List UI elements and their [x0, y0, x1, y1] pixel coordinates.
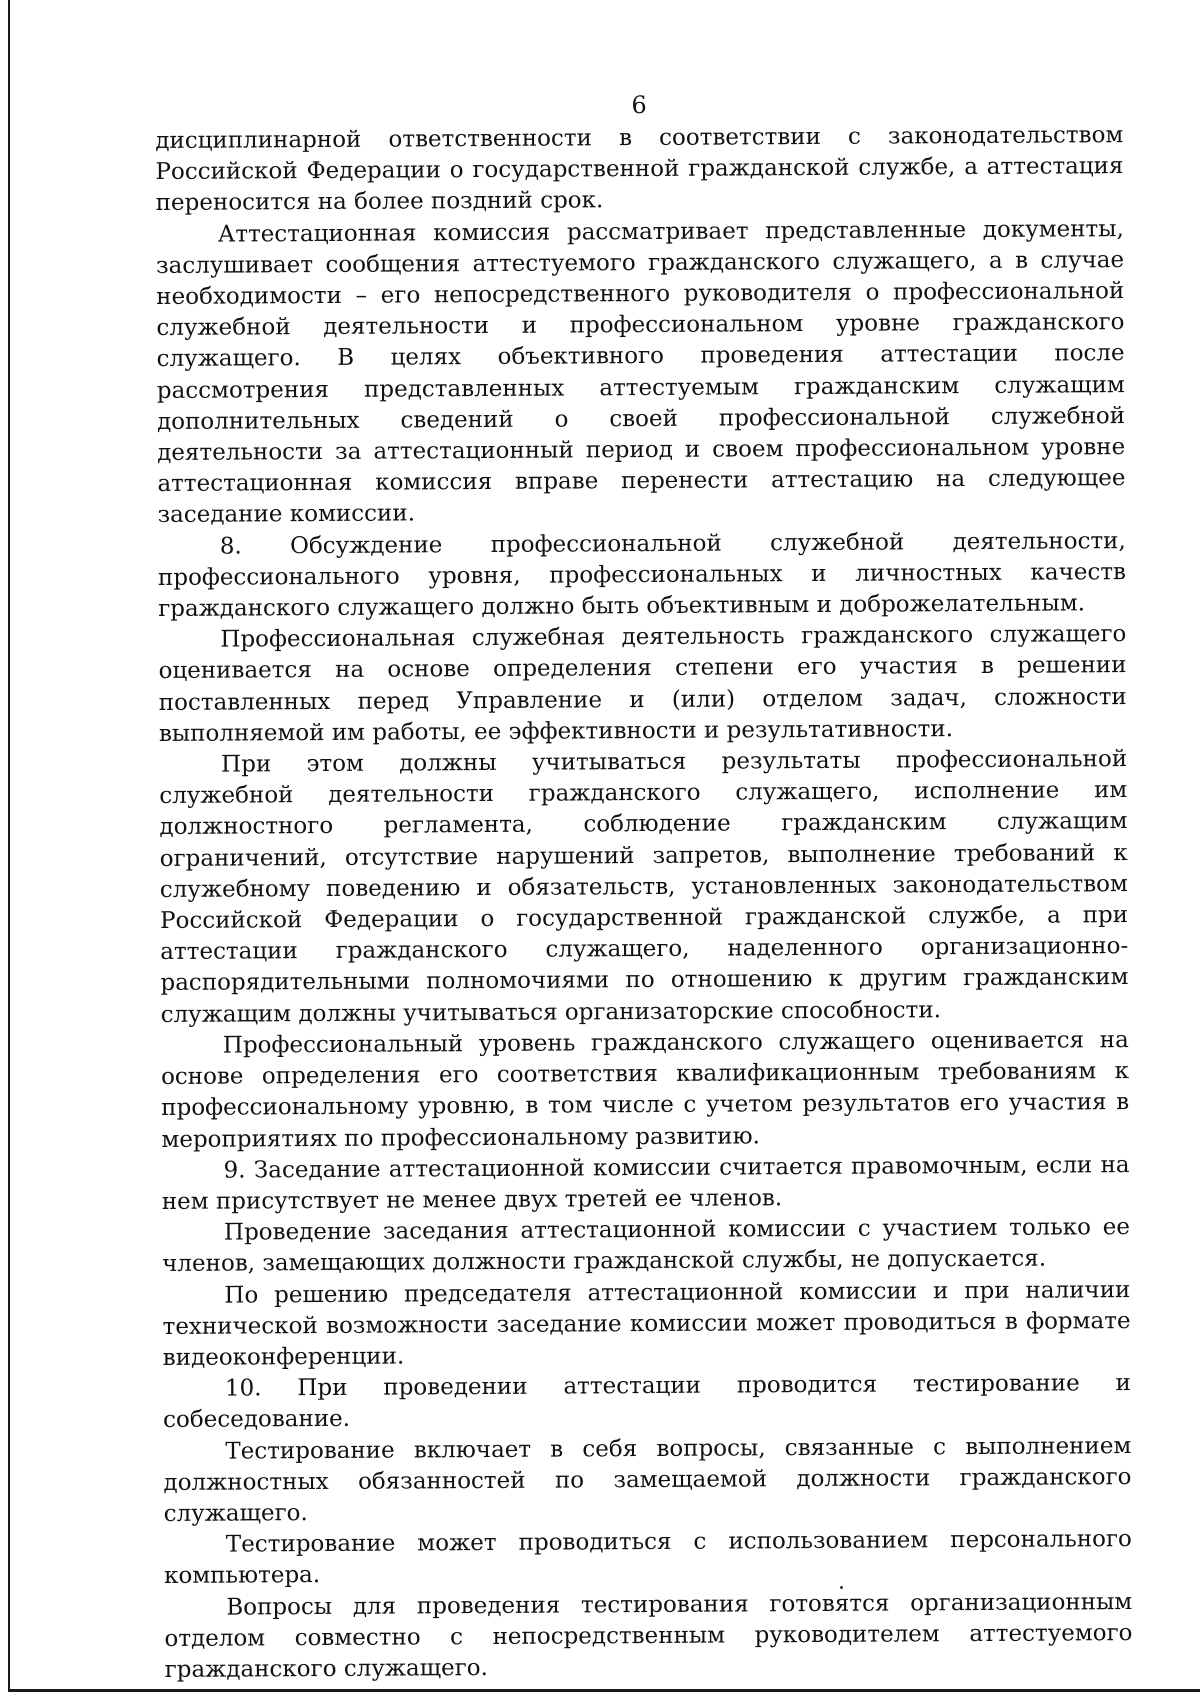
paragraph-activity-evaluation: Профессиональная служебная деятельность гражданского служащего оценивается на основе определения степени его участия в решении поставленных перед Управление и (или) отделом задач, сложности выполняемой им работы, ее эффективности и результативности.	[158, 621, 1127, 747]
paragraph-level-evaluation: Профессиональный уровень гражданского служащего оценивается на основе определения его соответствия квалификационным требованиям к профессиональному уровню, в том числе с учетом результатов его участия в мероприятиях по профессиональному развитию.	[160, 1026, 1130, 1153]
page-number: 6	[631, 90, 647, 120]
paragraph-item-8: 8. Обсуждение профессиональной служебной деятельности, профессионального уровня, профессиональных и личностных качеств гражданского служащего должно быть объективным и доброжелательным.	[157, 527, 1127, 623]
paragraph-video-conference: По решению председателя аттестационной комиссии и при наличии технической возможности заседание комиссии может проводиться в формате видеоконференции.	[162, 1276, 1131, 1371]
scan-speck	[840, 1586, 843, 1589]
paragraph-commission-review: Аттестационная комиссия рассматривает представленные документы, заслушивает сообщения аттестуемого гражданского служащего, а в случае необходимости – его непосредственного руководителя о профессиональной служебной деятельности и профессиональном уровне гражданского служащего. В целях объективного проведения аттестации после рассмотрения представленных аттестуемым гражданским служащим дополнительных сведений о своей профессиональной служебной деятельности за аттестационный период и своем профессиональном уровне аттестационная комиссия вправе перенести аттестацию на следующее заседание комиссии.	[155, 215, 1126, 529]
paragraph-members-only: Проведение заседания аттестационной комиссии с участием только ее членов, замещающих должности гражданской службы, не допускается.	[162, 1214, 1131, 1278]
paragraph-continuation: дисциплинарной ответственности в соответствии с законодательством Российской Федерации о государственной гражданской службе, а аттестация переносится на более поздний срок.	[155, 122, 1124, 217]
scan-edge-left	[8, 0, 10, 1692]
document-page	[155, 84, 1133, 1686]
paragraph-testing-questions: Вопросы для проведения тестирования готовятся организационным отделом совместно с непосредственным руководителем аттестуемого гражданского служащего.	[164, 1588, 1133, 1683]
paragraph-item-10: 10. При проведении аттестации проводится тестирование и собеседование.	[163, 1370, 1131, 1434]
paragraph-results-considered: При этом должны учитываться результаты профессиональной служебной деятельности гражданского служащего, исполнение им должностного регламента, соблюдение гражданским служащим ограничений, отсутствие нарушений запретов, выполнение требований к служебному поведению и обязательств, установленных законодательством Российской Федерации о государственной гражданской службе, а при аттестации гражданского служащего, наделенного организационно-распорядительными полномочиями по отношению к другим гражданским служащим должны учитываться организаторские способности.	[159, 746, 1129, 1028]
paragraph-testing-computer: Тестирование может проводиться с использованием персонального компьютера.	[164, 1526, 1132, 1590]
paragraph-testing-includes: Тестирование включает в себя вопросы, связанные с выполнением должностных обязанностей по замещаемой должности гражданского служащего.	[163, 1432, 1132, 1527]
paragraph-item-9: 9. Заседание аттестационной комиссии считается правомочным, если на нем присутствует не менее двух третей ее членов.	[161, 1151, 1130, 1215]
